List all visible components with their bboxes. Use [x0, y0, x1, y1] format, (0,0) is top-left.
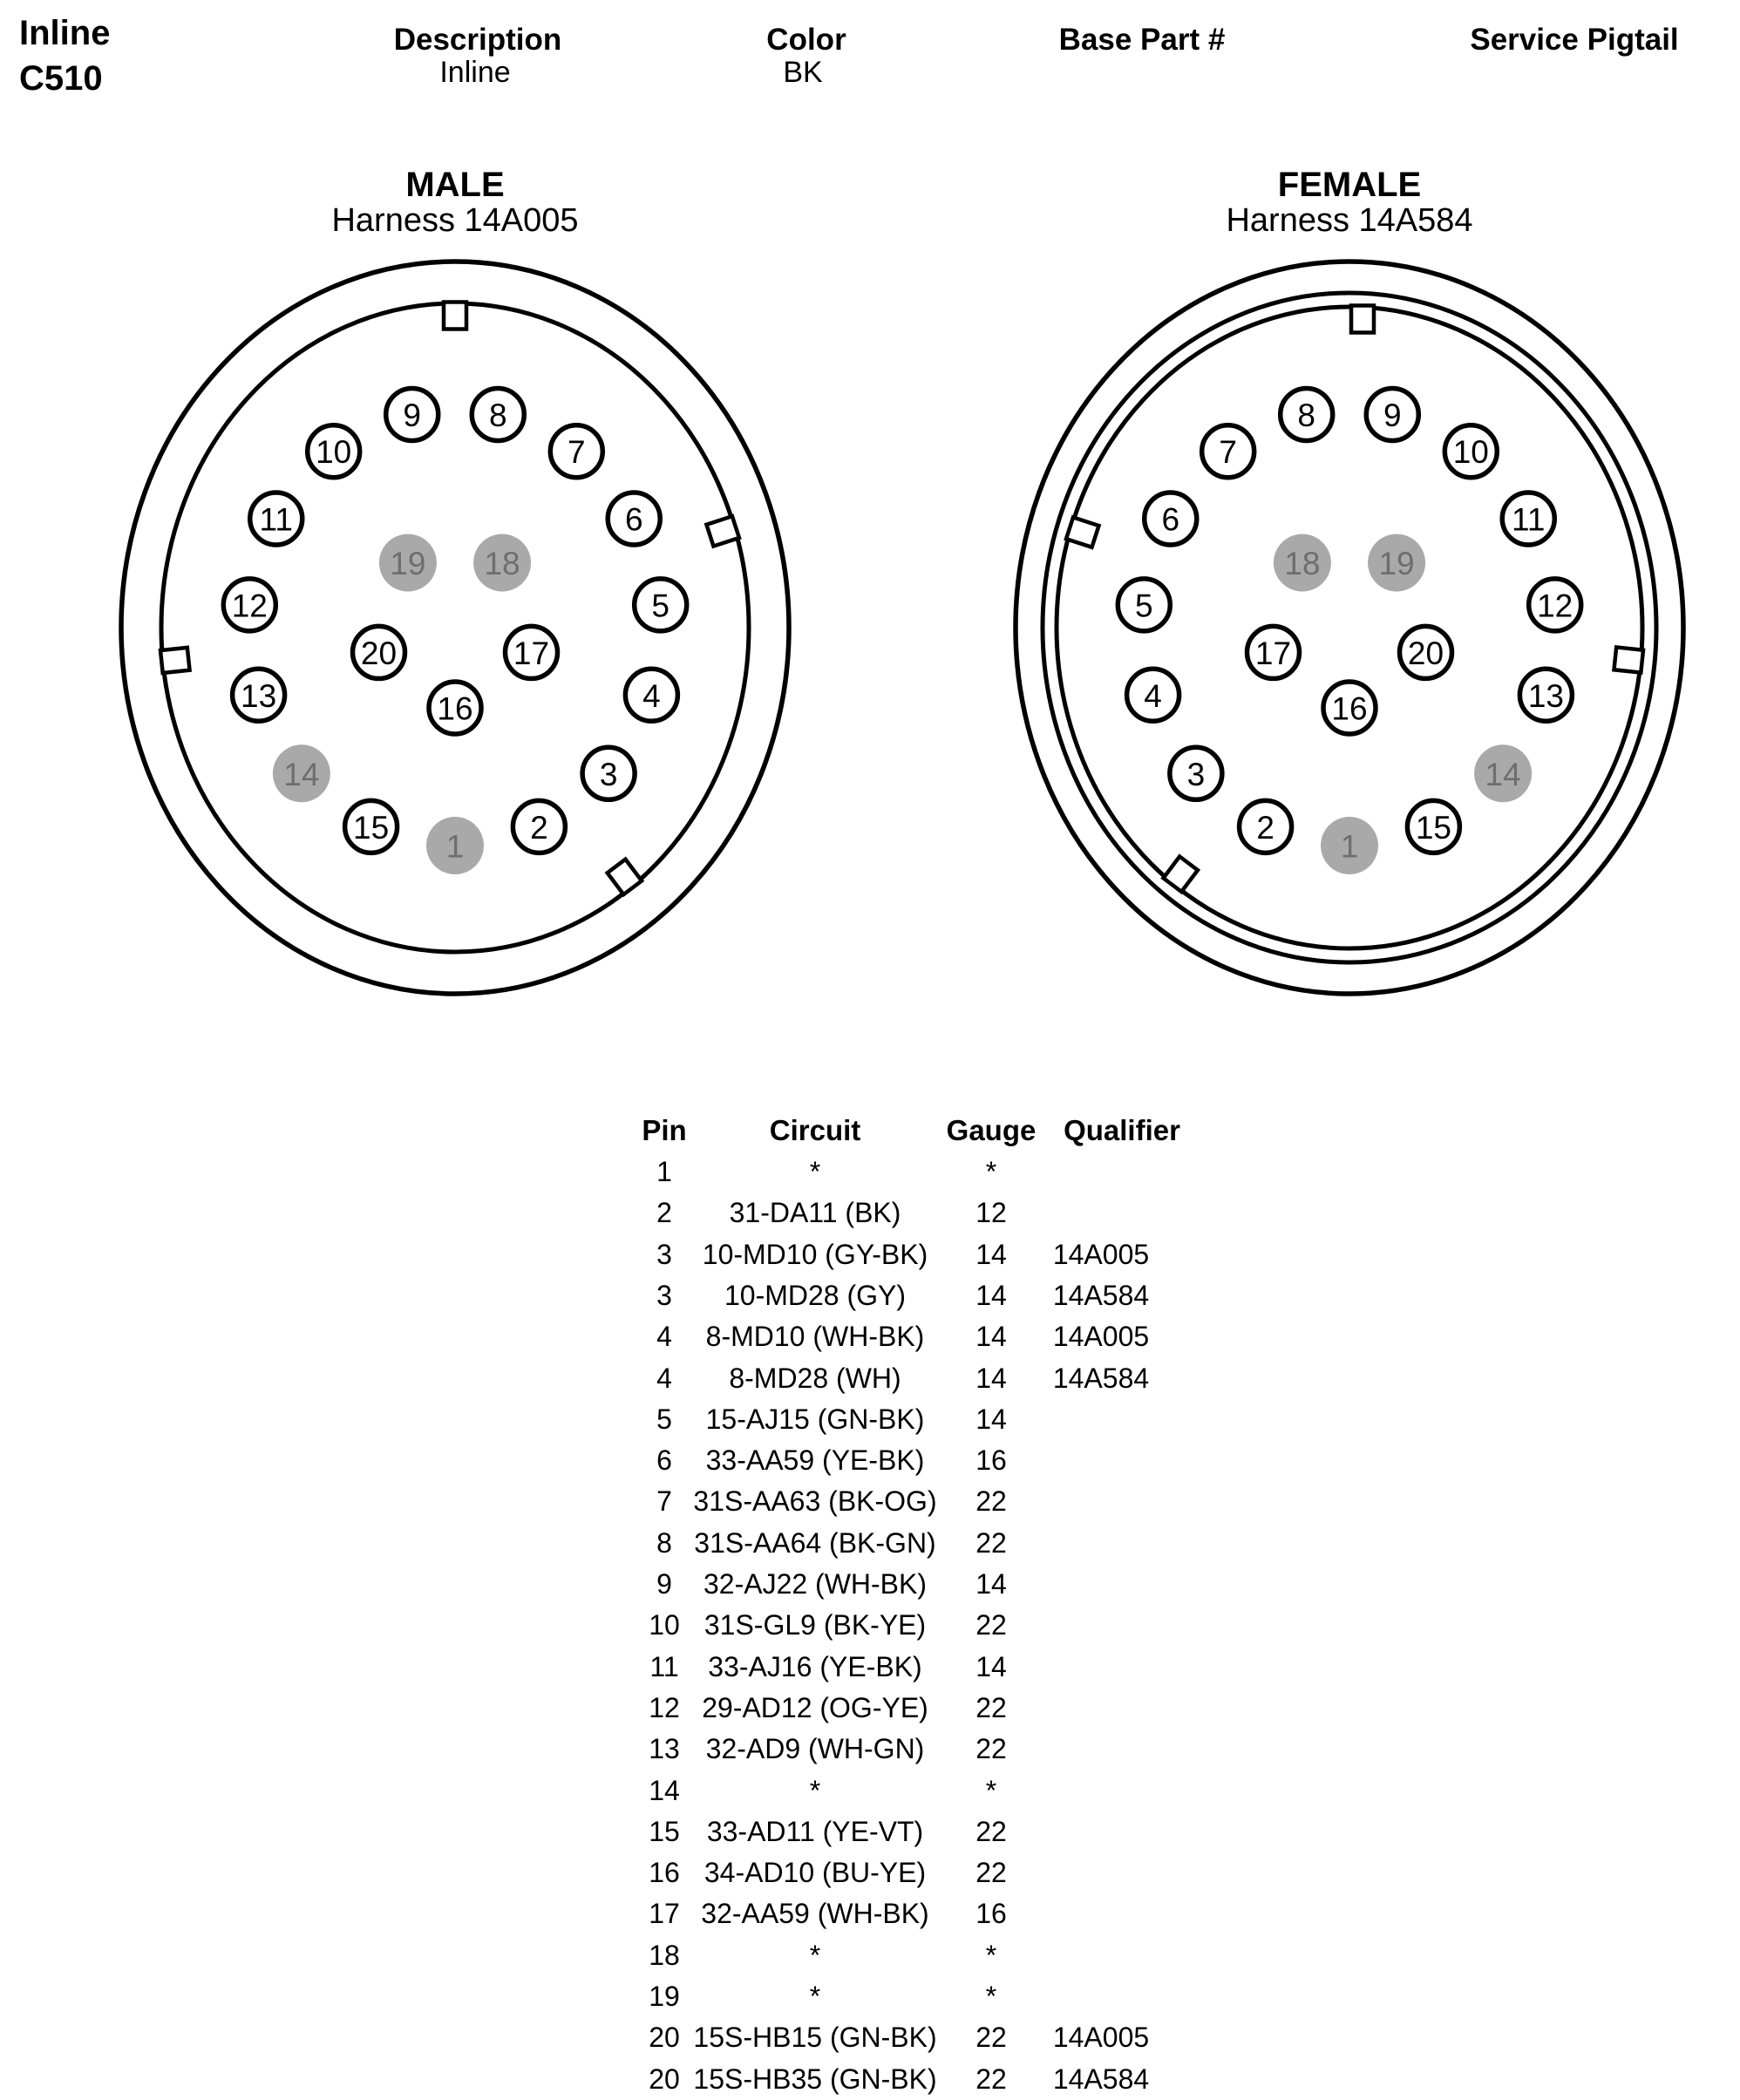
circuit-cell: 33-AJ16 (YE-BK): [708, 1650, 922, 1682]
gauge-cell: 12: [975, 1197, 1007, 1229]
pin-9: [1366, 388, 1418, 440]
qualifier-cell: 14A005: [1052, 2022, 1150, 2054]
svg-text:2: 2: [1256, 809, 1274, 846]
col-header-gauge: Gauge: [946, 1114, 1037, 1146]
pin-17: [1247, 626, 1300, 678]
pin-cell: 4: [656, 1362, 672, 1394]
circuit-cell: 33-AD11 (YE-VT): [706, 1815, 924, 1847]
svg-text:1: 1: [445, 828, 465, 865]
pin-6: [608, 493, 660, 545]
pin-16: [429, 682, 481, 734]
col-header-pin: Pin: [642, 1114, 687, 1146]
pin-13: [1519, 669, 1572, 721]
svg-text:14: 14: [283, 756, 320, 792]
circuit-cell: 31S-GL9 (BK-YE): [703, 1609, 927, 1641]
pin-1: [426, 817, 484, 874]
pin-9: [386, 388, 438, 440]
svg-text:1: 1: [1340, 828, 1359, 865]
pin-cell: 6: [656, 1444, 672, 1477]
circuit-cell: *: [809, 1156, 821, 1187]
circuit-cell: 8-MD10 (WH-BK): [705, 1321, 925, 1353]
pin-12: [1529, 579, 1581, 631]
table-row: [0, 1852, 1740, 1893]
table-row: [0, 1687, 1740, 1729]
svg-text:10: 10: [1452, 434, 1489, 471]
pin-cell: 3: [656, 1238, 672, 1270]
circuit-cell: *: [809, 1981, 821, 2012]
circuit-cell: 32-AD9 (WH-GN): [705, 1733, 925, 1765]
pin-3: [582, 747, 635, 799]
circuit-cell: *: [809, 1774, 821, 1806]
circuit-cell: 15S-HB15 (GN-BK): [693, 2022, 937, 2054]
gauge-cell: 14: [975, 1279, 1007, 1311]
svg-text:9: 9: [403, 397, 422, 433]
male-connector-diagram: [71, 244, 839, 1011]
pin-4: [1127, 669, 1179, 721]
table-row: [0, 1151, 1740, 1193]
svg-text:3: 3: [599, 756, 618, 792]
pin-cell: 8: [656, 1526, 672, 1559]
pin-cell: 7: [656, 1485, 672, 1518]
svg-text:18: 18: [484, 546, 520, 582]
col-header-circuit: Circuit: [769, 1114, 861, 1146]
service-pigtail-label: Service Pigtail: [1470, 23, 1679, 57]
svg-text:16: 16: [437, 690, 473, 727]
gauge-cell: *: [985, 1774, 997, 1806]
keying-notch: [444, 302, 466, 330]
pin-cell: 11: [649, 1650, 679, 1682]
pin-cell: 19: [649, 1981, 680, 2012]
svg-text:20: 20: [1407, 635, 1444, 671]
pin-14: [1474, 744, 1532, 802]
pin-19: [1368, 534, 1425, 592]
circuit-cell: 31S-AA63 (BK-OG): [693, 1485, 937, 1518]
svg-text:4: 4: [642, 677, 661, 714]
col-header-qualifier: Qualifier: [1064, 1114, 1180, 1146]
base-part-label: Base Part #: [1058, 23, 1226, 57]
pin-cell: 9: [656, 1568, 672, 1600]
pin-5: [1118, 579, 1170, 631]
table-row: [0, 1975, 1740, 2017]
qualifier-cell: 14A005: [1052, 1238, 1150, 1270]
gauge-cell: 22: [975, 1526, 1007, 1559]
svg-text:7: 7: [1219, 434, 1237, 471]
table-row: [0, 1439, 1740, 1481]
pin-20: [1399, 626, 1451, 678]
circuit-cell: 10-MD10 (GY-BK): [702, 1238, 928, 1270]
pin-cell: 16: [649, 1857, 680, 1889]
svg-text:8: 8: [1297, 397, 1316, 433]
circuit-cell: 8-MD28 (WH): [729, 1362, 901, 1394]
description-label: Description: [393, 23, 562, 57]
table-row: [0, 1893, 1740, 1934]
keying-notch: [160, 648, 190, 673]
pin-12: [223, 579, 275, 631]
circuit-cell: 32-AJ22 (WH-BK): [703, 1568, 928, 1600]
male-title: MALE: [405, 166, 505, 204]
svg-text:13: 13: [241, 677, 277, 714]
pin-cell: 18: [649, 1939, 680, 1971]
male-harness: Harness 14A005: [331, 202, 579, 239]
circuit-cell: 31S-AA64 (BK-GN): [694, 1526, 936, 1559]
gauge-cell: 14: [975, 1321, 1007, 1353]
gauge-cell: 14: [975, 1238, 1007, 1270]
pin-7: [550, 425, 602, 478]
svg-text:14: 14: [1485, 756, 1521, 792]
keying-notch: [1066, 517, 1099, 547]
keying-notch: [1164, 857, 1198, 892]
svg-text:19: 19: [1378, 546, 1415, 582]
svg-text:7: 7: [568, 434, 586, 471]
qualifier-cell: 14A584: [1052, 1279, 1150, 1311]
gauge-cell: 22: [975, 1733, 1007, 1765]
gauge-cell: 22: [975, 1485, 1007, 1518]
gauge-cell: *: [985, 1939, 997, 1971]
circuit-cell: *: [809, 1939, 821, 1971]
pin-cell: 3: [656, 1279, 672, 1311]
pin-6: [1145, 493, 1197, 545]
table-row: [0, 1563, 1740, 1605]
circuit-cell: 33-AA59 (YE-BK): [705, 1444, 925, 1477]
svg-text:10: 10: [316, 434, 352, 471]
table-row: [0, 1770, 1740, 1811]
qualifier-cell: 14A584: [1052, 1362, 1150, 1394]
pin-2: [513, 800, 565, 853]
pin-4: [625, 669, 677, 721]
female-title: FEMALE: [1277, 166, 1422, 204]
table-row: [0, 1728, 1740, 1770]
pin-20: [353, 626, 405, 678]
connector-outer-ring: [1016, 262, 1683, 994]
svg-text:11: 11: [259, 501, 293, 538]
pin-cell: 4: [656, 1321, 672, 1353]
svg-text:4: 4: [1144, 677, 1162, 714]
table-row: [0, 1934, 1740, 1976]
svg-text:15: 15: [1415, 809, 1451, 846]
connector-type-title: Inline: [19, 14, 111, 52]
svg-text:20: 20: [360, 635, 398, 671]
pin-cell: 10: [649, 1609, 680, 1641]
svg-text:17: 17: [1254, 635, 1292, 671]
circuit-cell: 15S-HB35 (GN-BK): [693, 2063, 937, 2095]
svg-text:2: 2: [530, 809, 548, 846]
keying-notch: [608, 860, 642, 894]
pin-3: [1170, 747, 1222, 799]
qualifier-cell: 14A005: [1052, 1321, 1150, 1353]
svg-text:8: 8: [488, 397, 507, 433]
table-row: [0, 1192, 1740, 1233]
gauge-cell: 14: [975, 1568, 1007, 1600]
gauge-cell: 22: [975, 2022, 1007, 2054]
gauge-cell: 22: [975, 1691, 1007, 1723]
pin-8: [1281, 388, 1333, 440]
pin-10: [308, 425, 360, 478]
svg-text:16: 16: [1331, 690, 1368, 727]
gauge-cell: 22: [975, 2063, 1007, 2095]
gauge-cell: 16: [975, 1444, 1007, 1477]
svg-text:6: 6: [1161, 501, 1180, 538]
pin-15: [1407, 800, 1459, 853]
circuit-cell: 15-AJ15 (GN-BK): [705, 1403, 925, 1435]
circuit-cell: 10-MD28 (GY): [724, 1279, 907, 1311]
pin-cell: 13: [649, 1733, 680, 1765]
pin-18: [473, 534, 531, 592]
svg-text:12: 12: [231, 588, 268, 624]
pin-14: [273, 744, 330, 802]
pin-cell: 1: [656, 1156, 672, 1187]
svg-text:17: 17: [513, 635, 550, 671]
pin-1: [1321, 817, 1378, 874]
table-row: [0, 1604, 1740, 1646]
circuit-cell: 31-DA11 (BK): [729, 1197, 901, 1229]
gauge-cell: 16: [975, 1898, 1007, 1930]
color-label: Color: [766, 23, 846, 57]
table-row: [0, 1646, 1740, 1688]
circuit-cell: 29-AD12 (OG-YE): [702, 1691, 928, 1723]
svg-text:18: 18: [1284, 546, 1321, 582]
pin-16: [1323, 682, 1376, 734]
svg-text:11: 11: [1512, 501, 1546, 538]
gauge-cell: 22: [975, 1857, 1007, 1889]
pin-8: [472, 388, 524, 440]
gauge-cell: *: [985, 1981, 997, 2012]
table-row: [0, 1522, 1740, 1564]
pin-11: [1502, 493, 1554, 545]
pin-10: [1444, 425, 1497, 478]
table-row: [0, 1480, 1740, 1522]
table-row: [0, 1357, 1740, 1399]
table-row: [0, 2016, 1740, 2058]
connector-outer-ring: [121, 262, 789, 994]
pin-7: [1202, 425, 1254, 478]
pin-cell: 14: [649, 1774, 680, 1806]
description-value: Inline: [439, 56, 511, 89]
gauge-cell: 14: [975, 1362, 1007, 1394]
keying-notch: [1351, 306, 1374, 333]
pin-cell: 17: [649, 1898, 680, 1930]
pin-19: [379, 534, 437, 592]
pin-cell: 5: [656, 1403, 672, 1435]
pin-cell: 15: [649, 1815, 680, 1847]
svg-text:9: 9: [1383, 397, 1402, 433]
pin-cell: 12: [649, 1691, 680, 1723]
svg-text:15: 15: [353, 809, 390, 846]
table-row: [0, 1274, 1740, 1316]
svg-text:5: 5: [651, 588, 669, 624]
color-value: BK: [783, 56, 823, 89]
gauge-cell: *: [985, 1156, 997, 1187]
female-connector-diagram: [966, 244, 1733, 1011]
pin-cell: 20: [649, 2022, 680, 2054]
table-row: [0, 1398, 1740, 1440]
pin-13: [233, 669, 285, 721]
gauge-cell: 22: [975, 1815, 1007, 1847]
svg-text:6: 6: [624, 501, 643, 538]
gauge-cell: 14: [975, 1650, 1007, 1682]
table-row: [0, 1233, 1740, 1275]
circuit-cell: 34-AD10 (BU-YE): [703, 1857, 927, 1889]
pin-2: [1240, 800, 1292, 853]
svg-text:5: 5: [1135, 588, 1153, 624]
pin-17: [505, 626, 557, 678]
keying-notch: [706, 516, 739, 546]
qualifier-cell: 14A584: [1052, 2063, 1150, 2095]
pin-11: [250, 493, 302, 545]
table-row: [0, 1315, 1740, 1357]
connector-id: C510: [19, 59, 103, 98]
circuit-cell: 32-AA59 (WH-BK): [701, 1898, 929, 1930]
svg-text:19: 19: [390, 546, 426, 582]
pin-5: [635, 579, 687, 631]
female-harness: Harness 14A584: [1226, 202, 1473, 239]
pin-18: [1274, 534, 1331, 592]
pin-cell: 20: [649, 2063, 680, 2095]
pin-cell: 2: [656, 1197, 672, 1229]
svg-text:12: 12: [1537, 588, 1573, 624]
keying-notch: [1614, 647, 1643, 672]
table-row: [0, 1811, 1740, 1852]
pin-15: [345, 800, 398, 853]
svg-text:3: 3: [1186, 756, 1206, 792]
gauge-cell: 14: [975, 1403, 1007, 1435]
table-row: [0, 2058, 1740, 2100]
svg-text:13: 13: [1527, 677, 1564, 714]
gauge-cell: 22: [975, 1609, 1007, 1641]
